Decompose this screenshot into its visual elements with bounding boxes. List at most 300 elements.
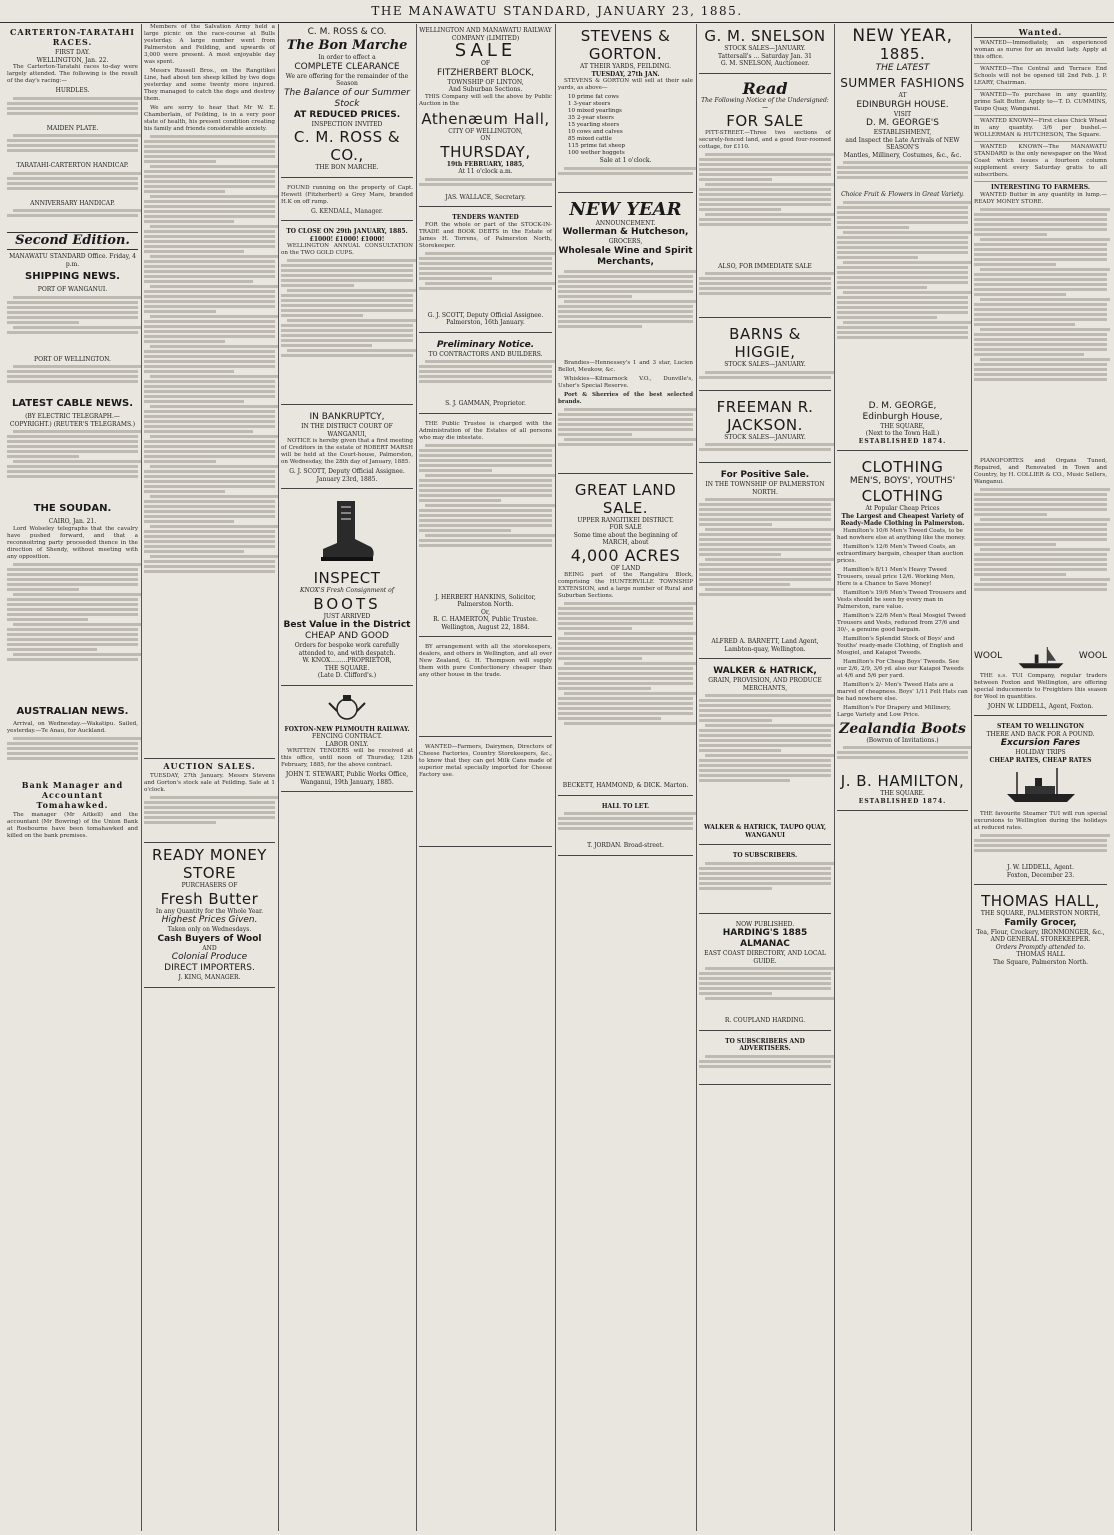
date-line: 19th FEBRUARY, 1885, (446, 160, 525, 168)
forsale-line: FOR SALE (609, 524, 642, 531)
cheap-good-line: CHEAP AND GOOD (305, 631, 389, 641)
news-paragraphs: Members of the Salvation Army held a large picnic on the race-course at Bulls yesterday. A large number went from Palmerston and Feilding, and upwards of 3,000 were present. A most enjoyable day was spent. Messrs Russell Bros., on the Rangitikei Line, had about ten sheep killed by two dogs yesterday and some twenty more injured. They managed to catch the dogs and destroy them. We are sorry to hear that Mr W. E. Chamberlain, of Feilding, is in a very poor state of health, his present condition creating his family and friends considerable anxiety. (144, 24, 275, 132)
wool-header (974, 641, 1107, 673)
text-line (974, 218, 1107, 221)
text-line (699, 704, 831, 707)
text-line (558, 672, 693, 675)
text-line (843, 321, 971, 324)
text-line (705, 558, 834, 561)
text-line (144, 490, 225, 493)
also-details (699, 272, 831, 312)
text-line (419, 277, 492, 280)
bowron-line: (Bowron of Invitations.) (866, 736, 939, 744)
text-line (419, 380, 552, 383)
text-line (144, 360, 275, 363)
text-line (144, 445, 275, 448)
thomas-hall-ad (974, 889, 1107, 971)
knox-late: (Late D. Clifford's.) (317, 672, 377, 679)
text-line (419, 499, 501, 502)
text-line (281, 309, 413, 312)
text-line (144, 530, 275, 533)
text-line (144, 350, 275, 353)
upper-line: UPPER RANGITIKEI DISTRICT. (577, 516, 674, 524)
text-line (144, 570, 275, 573)
sections-line: And Suburban Sections. (448, 86, 523, 93)
liddell-signature: JOHN W. LIDDELL, Agent, Foxton. (987, 702, 1094, 710)
text-line (425, 474, 555, 477)
acres-title: 4,000 ACRES (570, 545, 681, 565)
company-text: THIS Company will sell the above by Public Auction in the (419, 93, 552, 107)
thursday-title: THURSDAY, (440, 142, 531, 161)
text-line (13, 365, 141, 368)
text-line (144, 290, 275, 293)
text-line (7, 638, 138, 641)
hamilton-list (837, 528, 968, 719)
text-line (7, 380, 138, 383)
text-line (7, 450, 138, 453)
text-line (837, 751, 968, 754)
soudan-text: Lord Wolseley telegraphs that the cavalry have pushed forward, and that a reconnoitring party proceeded thence in the direction of Shendy, without meeting with any opposition. (7, 525, 138, 560)
text-line (837, 256, 918, 259)
snelson-signature: G. M. SNELSON, Auctioneer. (720, 60, 810, 67)
text-line (558, 315, 693, 318)
order-line: In order to effect a (318, 54, 376, 61)
barnett-signature: ALFRED A. BARNETT, Land Agent, Lambton-quay, Wellington. (711, 638, 819, 653)
advertisers-title: TO SUBSCRIBERS AND ADVERTISERS. (725, 1037, 805, 1052)
text-line (425, 534, 555, 537)
back-line: THERE AND BACK FOR A POUND. (986, 730, 1095, 738)
excursion-line: Excursion Fares (1000, 738, 1081, 748)
text-line (13, 563, 141, 566)
text-line (7, 311, 138, 314)
text-line (837, 266, 968, 269)
text-line (7, 187, 138, 190)
bon-marche-ad (281, 24, 413, 178)
text-line (144, 500, 275, 503)
edinburgh-details (837, 201, 968, 401)
text-line (144, 395, 275, 398)
largest-line: The Largest and Cheapest Variety of Ready-Made Clothing in Palmerston. (840, 512, 965, 527)
foxton-date: Foxton, December 23. (1006, 871, 1075, 879)
text-line (837, 326, 968, 329)
wanted-item: WANTED KNOWN—First class Chick Wheat in any quantity. 3/6 per bushel.—WOLLERMAN & HUTCHESON, The Square. (974, 118, 1107, 142)
text-line (558, 657, 642, 660)
text-line (13, 653, 141, 656)
text-line (558, 682, 693, 685)
text-line (144, 355, 275, 358)
steamer-icon (1001, 766, 1081, 806)
popular-line: At Popular Cheap Prices (865, 505, 940, 512)
text-line (419, 464, 552, 467)
text-line (144, 460, 216, 463)
text-line (699, 774, 831, 777)
public-trustee-ad (419, 418, 552, 638)
text-line (419, 484, 552, 487)
text-line (974, 258, 1107, 261)
text-line (699, 982, 831, 985)
text-line (558, 677, 693, 680)
text-line (150, 165, 278, 168)
text-line (144, 535, 275, 538)
auction-continued (144, 796, 275, 842)
text-line (837, 166, 968, 169)
text-line (7, 752, 138, 755)
text-line (974, 498, 1107, 501)
wollerman-line: Wollerman & Hutcheson, (562, 227, 689, 237)
text-line (699, 188, 831, 191)
text-line (974, 263, 1056, 266)
text-line (281, 299, 413, 302)
text-line (281, 294, 413, 297)
race-text: The Carterton-Taratahi races to-day were largely attended. The following is the result of the day's racing:— (7, 64, 138, 84)
text-line (564, 167, 696, 170)
text-line (699, 287, 831, 290)
text-line (7, 643, 138, 646)
time-line: At 11 o'clock a.m. (458, 168, 513, 175)
read-title: Read (742, 78, 788, 98)
text-line (144, 260, 275, 263)
text-line (7, 588, 79, 591)
text-line (837, 251, 968, 254)
contractors-line: TO CONTRACTORS AND BUILDERS. (428, 350, 543, 358)
text-line (558, 687, 651, 690)
stock-text (837, 161, 968, 191)
text-line (144, 265, 275, 268)
edinburgh-repeat: Edinburgh House, (862, 411, 943, 422)
bank-text: The manager (Mr Aitkell) and the accountant (Mr Bowring) of the Union Bank at Roebourne have been tomahawked and killed on the bank premises. (7, 811, 138, 839)
text-line (7, 573, 138, 576)
steam-title: STEAM TO WELLINGTON (997, 723, 1084, 730)
at-line: AT (898, 92, 907, 99)
text-line (974, 528, 1107, 531)
text-line (974, 583, 1107, 586)
inspect-line: and Inspect the Late Arrivals of NEW SEASON'S (845, 136, 960, 151)
freeman-title: FREEMAN R. JACKSON. (716, 397, 814, 434)
freeman-jackson-ad (699, 395, 831, 464)
text-line (144, 275, 275, 278)
steamer-icon (1016, 643, 1066, 671)
hall-to-let-ad (558, 800, 693, 856)
text-line (980, 268, 1110, 271)
text-line (558, 667, 693, 670)
text-line (699, 203, 831, 206)
text-line (419, 262, 552, 265)
stock-item: 15 yearling steers (568, 122, 620, 128)
jb-square: THE SQUARE. (880, 790, 925, 797)
news-continued (144, 135, 275, 755)
stevens-footer (558, 167, 693, 187)
walker-address: WALKER & HATRICK, TAUPO QUAY, WANGANUI (703, 824, 827, 839)
company-line: WELLINGTON AND MANAWATU RAILWAY COMPANY (LIMITED) (419, 27, 552, 42)
almanac-title: HARDING'S 1885 ALMANAC (722, 928, 808, 949)
text-line (13, 737, 141, 740)
text-line (699, 578, 831, 581)
text-line (7, 139, 138, 142)
thomas-repeat: THOMAS HALL (1016, 951, 1065, 958)
text-line (699, 759, 831, 762)
text-line (7, 618, 88, 621)
new-year-title: NEW YEAR, (852, 26, 953, 46)
ready-money-ad (144, 842, 275, 988)
hall-title: HALL TO LET. (601, 802, 650, 810)
barns-stock: STOCK SALES—JANUARY. (724, 361, 806, 368)
text-line (144, 370, 234, 373)
forsale-title: FOR SALE (726, 111, 804, 130)
text-line (144, 240, 275, 243)
great-land-sale-ad (558, 478, 693, 796)
text-line (419, 257, 552, 260)
text-line (558, 627, 632, 630)
text-line (837, 216, 968, 219)
text-line (7, 465, 138, 468)
text-line (974, 248, 1107, 251)
interesting-heading: INTERESTING TO FARMERS. (991, 184, 1090, 191)
text-line (558, 822, 693, 825)
spirits-list: Brandies—Hennessey's 1 and 3 star, Lucien Bellot, Meukow, &c. Whiskies—Kilmarnock V.O., Dunville's, Usher's Special Reserve. Port & Sherries of the best selected brands. (558, 359, 693, 405)
text-line (980, 208, 1110, 211)
text-line (425, 178, 555, 181)
text-line (558, 310, 693, 313)
text-line (699, 277, 831, 280)
text-line (699, 972, 831, 975)
column-7 (834, 24, 971, 1531)
cheap-line: CHEAP RATES, CHEAP RATES (989, 756, 1092, 764)
text-line (419, 544, 552, 547)
text-line (699, 877, 831, 880)
wanted-heading: Wanted. (974, 27, 1107, 38)
text-line (974, 228, 1107, 231)
text-line (837, 211, 968, 214)
walker-title: WALKER & HATRICK, (713, 666, 817, 676)
text-line (13, 593, 141, 596)
text-line (7, 568, 138, 571)
land-details (558, 602, 693, 782)
text-line (699, 872, 831, 875)
text-line (837, 176, 968, 179)
visit-line: VISIT (893, 110, 912, 118)
hamilton-item: Hamilton's 10/6 Men's Tweed Coats, to be had nowhere else at anything like the money. (837, 527, 966, 541)
fencing-line: FENCING CONTRACT. (312, 733, 382, 740)
text-line (144, 470, 275, 473)
walker-hatrick-ad (699, 663, 831, 845)
text-line (419, 519, 552, 522)
text-line (7, 742, 138, 745)
sometime-line: Some time about the beginning of (573, 531, 678, 539)
text-line (564, 270, 696, 273)
auction-heading: AUCTION SALES. (144, 758, 275, 771)
text-line (144, 415, 275, 418)
text-line (974, 553, 1107, 556)
bankruptcy-title: IN BANKRUPTCY, (309, 412, 385, 422)
text-line (558, 325, 642, 328)
text-line (144, 480, 275, 483)
text-line (564, 408, 696, 411)
text-line (558, 290, 693, 293)
text-line (974, 588, 1107, 591)
text-line (974, 849, 1107, 852)
block-line: FITZHERBERT BLOCK, (436, 67, 535, 78)
great-land-title: GREAT LAND SALE. (574, 480, 677, 517)
text-line (974, 573, 1066, 576)
text-line (980, 298, 1110, 301)
text-line (419, 539, 552, 542)
text-line (699, 376, 831, 379)
hall-text (558, 812, 693, 842)
text-line (974, 523, 1107, 526)
race-heading: CARTERTON-TARATAHI RACES. (9, 27, 136, 47)
text-line (144, 475, 275, 478)
new-year-title: NEW YEAR (569, 198, 682, 220)
text-line (980, 548, 1110, 551)
text-line (144, 175, 275, 178)
text-line (699, 573, 831, 576)
text-line (699, 523, 772, 526)
walker-stock-list (699, 694, 831, 824)
text-line (425, 282, 555, 285)
text-line (558, 172, 693, 175)
text-line (144, 140, 275, 143)
text-line (699, 568, 831, 571)
jb-hamilton-title: J. B. HAMILTON, (840, 772, 965, 790)
text-line (558, 433, 632, 436)
text-line (699, 503, 831, 506)
coupland-signature: R. COUPLAND HARDING. (724, 1017, 806, 1024)
text-line (974, 493, 1107, 496)
tenders-signature: G. J. SCOTT, Deputy Official Assignee. Palmerston, 16th January. (427, 311, 544, 326)
cable-heading: LATEST CABLE NEWS. (11, 398, 134, 409)
text-line (699, 282, 831, 285)
stock-item: 10 mixed yearlings (568, 108, 622, 114)
text-line (705, 997, 834, 1000)
text-line (699, 749, 781, 752)
consultation-details (281, 259, 413, 399)
text-line (7, 182, 138, 185)
read-ad (699, 78, 831, 319)
text-line (699, 882, 831, 885)
text-line (705, 862, 834, 865)
text-line (7, 658, 138, 661)
text-line (281, 344, 372, 347)
text-line (150, 796, 278, 799)
text-line (144, 806, 275, 809)
text-line (837, 276, 968, 279)
text-line (837, 311, 968, 314)
text-line (425, 252, 555, 255)
text-line (7, 578, 138, 581)
text-line (699, 548, 831, 551)
established-line: ESTABLISHED 1874. (858, 437, 947, 445)
text-line (974, 213, 1107, 216)
text-line (837, 756, 968, 759)
text-line (699, 709, 831, 712)
text-line (564, 300, 696, 303)
sale-details (419, 178, 552, 194)
tenders-title: TENDERS WANTED (452, 214, 519, 221)
text-line (974, 333, 1107, 336)
text-line (7, 455, 79, 458)
text-line (287, 259, 416, 262)
text-line (558, 423, 693, 426)
bon-marche-sub: THE BON MARCHE. (315, 164, 379, 171)
port-heading: PORT OF WELLINGTON. (34, 355, 111, 363)
text-line (7, 628, 138, 631)
text-line (980, 328, 1110, 331)
text-line (837, 226, 909, 229)
taken-line: Taken only on Wednesdays. (167, 926, 252, 933)
knox-boots-ad (281, 493, 413, 686)
grain-line: GRAIN, PROVISION, AND PRODUCE MERCHANTS, (708, 677, 822, 692)
gamman-signature: S. J. GAMMAN, Proprietor. (445, 400, 526, 407)
text-line (425, 504, 555, 507)
text-line (705, 588, 834, 591)
race-event: ANNIVERSARY HANDICAP. (30, 199, 115, 207)
next-line: (Next to the Town Hall.) (865, 430, 940, 437)
hamilton-item: Hamilton's 2/- Men's Tweed Hats are a marvel of cheapness. Boys' 1/11 Felt Hats can be had nowhere else. (837, 681, 968, 702)
text-line (7, 107, 138, 110)
knox-signature: W. KNOX.........PROPRIETOR, (302, 657, 392, 664)
text-line (980, 834, 1110, 837)
text-line (974, 308, 1107, 311)
tea-line: Tea, Flour, Crockery, IRONMONGER, &c., AND GENERAL STOREKEEPER. (976, 928, 1105, 943)
text-line (837, 306, 968, 309)
quantity-line: In any Quantity for the Whole Year. (155, 907, 264, 915)
text-line (144, 410, 275, 413)
text-line (7, 475, 138, 478)
tenders-ad (419, 211, 552, 333)
text-line (837, 316, 937, 319)
text-line (144, 235, 275, 238)
text-line (281, 269, 413, 272)
knox-square: THE SQUARE. (324, 664, 370, 672)
text-line (837, 236, 968, 239)
inspection-line: INSPECTION INVITED (311, 120, 383, 128)
text-line (843, 746, 971, 749)
text-line (144, 811, 275, 814)
text-line (150, 435, 278, 438)
text-line (974, 278, 1107, 281)
wool-label-right: WOOL (1078, 651, 1107, 661)
positive-sale-ad (699, 467, 831, 659)
knox-line: KNOX'S Fresh Consignment of (300, 587, 394, 594)
text-line (974, 323, 1075, 326)
text-line (843, 161, 971, 164)
text-line (974, 348, 1107, 351)
hamilton-item: Hamilton's For Cheap Boys' Tweeds. See our 2/6, 2/9, 3/6 yd. also our Kaiapoi Tweeds at 4/6 and 5/6 per yard. (837, 658, 964, 679)
text-line (7, 583, 138, 586)
stock-item: 115 prime fat sheep (568, 143, 625, 149)
text-line (419, 524, 552, 527)
text-line (144, 560, 275, 563)
orders-line: Orders Promptly attended to. (995, 943, 1086, 951)
text-line (281, 284, 354, 287)
text-line (699, 163, 831, 166)
text-line (558, 428, 693, 431)
stock-item: 10 prime fat cows (568, 94, 619, 100)
text-line (974, 293, 1066, 296)
text-line (144, 545, 275, 548)
shipping-text (7, 365, 138, 395)
text-line (974, 288, 1107, 291)
year-line: 1885. (879, 45, 926, 63)
text-line (144, 520, 234, 523)
column-3 (278, 24, 416, 1531)
text-line (287, 319, 416, 322)
text-line (144, 160, 216, 163)
mantles-line: Mantles, Millinery, Costumes, &c., &c. (843, 151, 962, 159)
hamilton-item: Hamilton's 22/6 Men's Real Mosgiel Tweed Trousers and Vests, reduced from 27/6 and 30/-, a genuine good bargain. (837, 612, 966, 633)
text-line (699, 292, 831, 295)
text-line (705, 967, 834, 970)
